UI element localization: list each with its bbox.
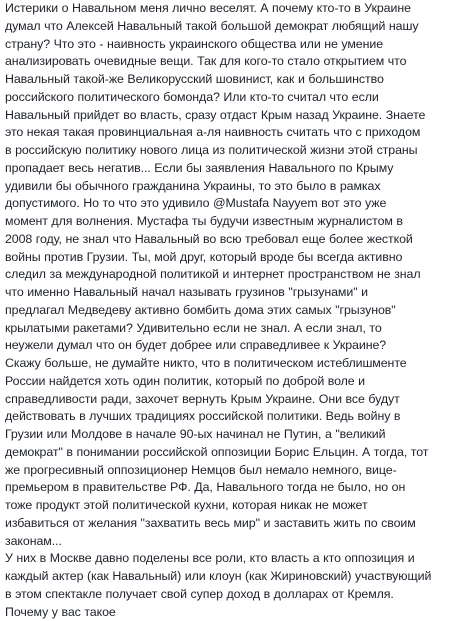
- post-body-text: [5, 0, 451, 621]
- paragraph-1-line: российского политического бомонда? Или кто-то считал что если: [5, 89, 451, 107]
- paragraph-1-line: справедливости ради, захочет вернуть Крым Украине. Они все будут: [5, 391, 451, 409]
- paragraph-1-line: что именно Навальный начал называть грузинов "грызунами" и: [5, 284, 451, 302]
- paragraph-1-line: России найдется хоть один политик, который по доброй воле и: [5, 373, 451, 391]
- paragraph-1-line: страну? Что это - наивность украинского общества или не умение: [5, 36, 451, 54]
- paragraph-1-line: Грузии или Молдове в начале 90-ых начинал не Путин, а "великий: [5, 426, 451, 444]
- paragraph-1-line: премьером в правительстве РФ. Да, Навального тогда не было, но он: [5, 479, 451, 497]
- paragraph-1-line: неужели думал что он будет добрее или справедливее к Украине?: [5, 337, 451, 355]
- paragraph-1-line: войны против Грузии. Ты, мой друг, который вроде бы всегда активно: [5, 249, 451, 267]
- paragraph-1-line: демократ" в понимании российской оппозиции Борис Ельцин. А тогда, тот: [5, 444, 451, 462]
- paragraph-1-line: тоже продукт этой политической кухни, которая никак не может: [5, 497, 451, 515]
- paragraph-1-line: Навальный такой-же Великорусский шовинист, как и большинство: [5, 71, 451, 89]
- paragraph-1-line: законам...: [5, 533, 451, 551]
- paragraph-1-line: думал что Алексей Навальный такой большой демократ любящий нашу: [5, 18, 451, 36]
- paragraph-1-line: это некая такая провинциальная а-ля наивность считать что с приходом: [5, 124, 451, 142]
- paragraph-1-line: пропадает весь негатив... Если бы заявления Навального по Крыму: [5, 160, 451, 178]
- paragraph-1-line: предлагал Медведеву активно бомбить дома этих самых "грызунов": [5, 302, 451, 320]
- paragraph-1-line: момент для волнения. Мустафа ты будучи известным журналистом в: [5, 213, 451, 231]
- paragraph-1-line: крылатыми ракетами? Удивительно если не знал. А если знал, то: [5, 320, 451, 338]
- paragraph-2-line: каждый актер (как Навальный) или клоун (как Жириновский) участвующий: [5, 568, 451, 586]
- paragraph-1-line: в российскую политику нового лица из политической жизни этой страны: [5, 142, 451, 160]
- post-paragraph-1: [5, 0, 451, 550]
- paragraph-1-line: же прогресивный оппозиционер Немцов был немало немного, вице-: [5, 462, 451, 480]
- paragraph-1-line: Скажу больше, не думайте никто, что в политическом истеблишменте: [5, 355, 451, 373]
- paragraph-1-line: анализировать очевидные вещи. Так для кого-то стало открытием что: [5, 53, 451, 71]
- paragraph-1-line: удивили бы обычного гражданина Украины, то это было в рамках: [5, 178, 451, 196]
- paragraph-1-line: Истерики о Навальном меня лично веселят. А почему кто-то в Украине: [5, 0, 451, 18]
- paragraph-1-line: Навальный прийдет во власть, сразу отдаст Крым назад Украине. Знаете: [5, 107, 451, 125]
- paragraph-2-line: У них в Москве давно поделены все роли, кто власть а кто оппозиция и: [5, 550, 451, 568]
- paragraph-1-line: избавиться от желания "захватить весь мир" и заставить жить по своим: [5, 515, 451, 533]
- paragraph-2-line: Почему у вас такое: [5, 604, 451, 621]
- paragraph-1-line: допустимого. Но то что это удивило @Mustafa Nayyem вот это уже: [5, 195, 451, 213]
- paragraph-1-line: действовать в лучших традициях российской политики. Ведь войну в: [5, 408, 451, 426]
- post-paragraph-2: [5, 550, 451, 621]
- paragraph-2-line: в этом спектакле получает свой супер доход в долларах от Кремля.: [5, 586, 451, 604]
- paragraph-1-line: следил за международной политикой и интернет пространством не знал: [5, 266, 451, 284]
- paragraph-1-line: 2008 году, не знал что Навальный во всю требовал еще более жесткой: [5, 231, 451, 249]
